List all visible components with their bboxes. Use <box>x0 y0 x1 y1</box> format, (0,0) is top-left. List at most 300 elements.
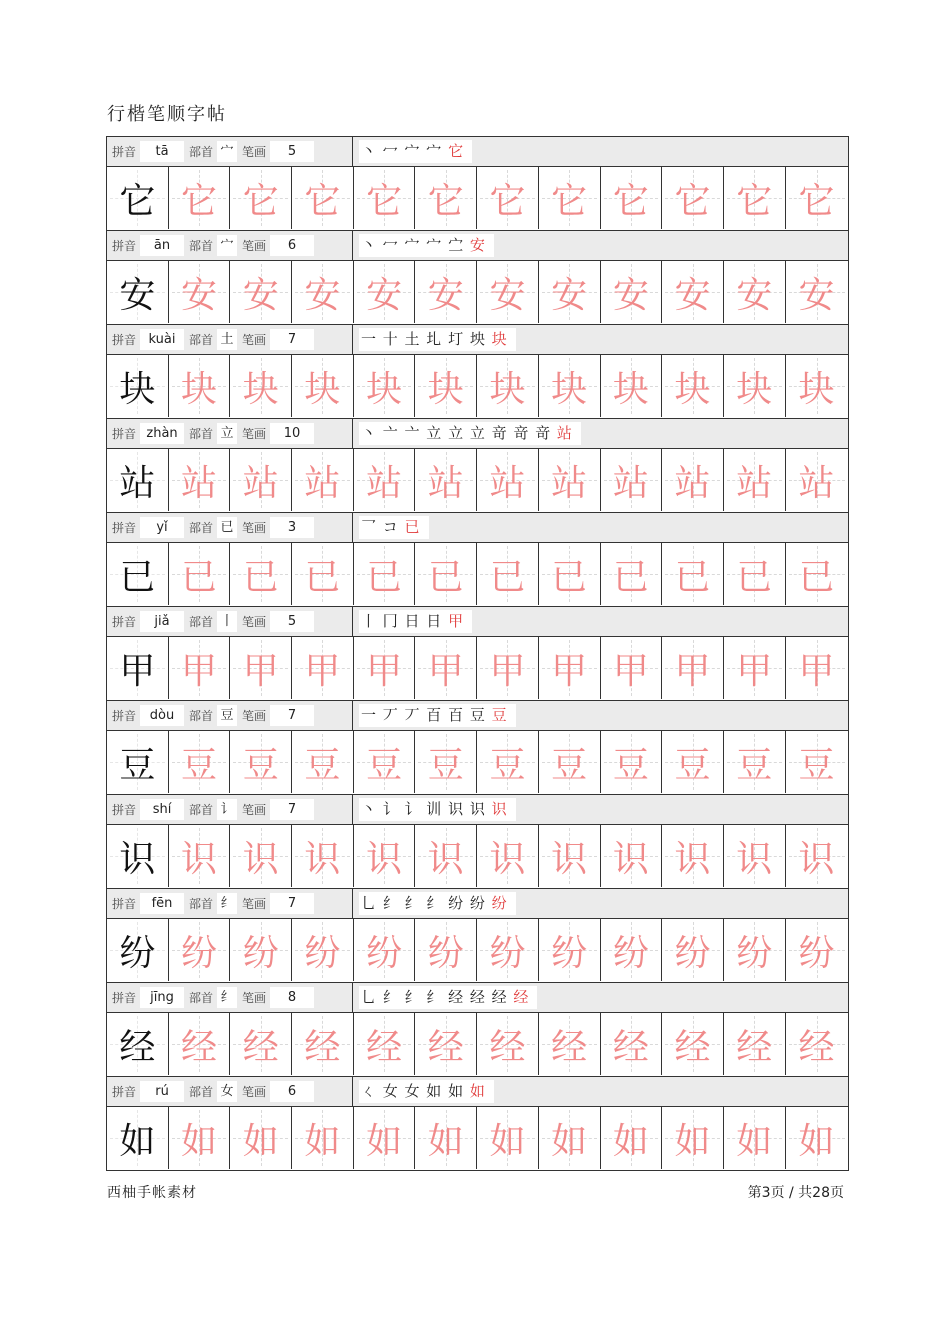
tracing-cell <box>601 637 663 699</box>
tracing-cell <box>292 825 354 887</box>
stroke-order-final: 它 <box>448 142 465 160</box>
character-block <box>107 136 848 230</box>
stroke-count-value: 5 <box>270 141 314 162</box>
stroke-count-value: 8 <box>270 987 314 1008</box>
stroke-order-steps: 一 十 土 圠 圢 坱 <box>361 330 492 348</box>
radical-label: 部首 <box>189 709 214 723</box>
stroke-order-steps: 乚 纟 纟 纟 纷 纷 <box>361 894 492 912</box>
pinyin-value: jiǎ <box>140 611 184 632</box>
stroke-count-value: 10 <box>270 423 314 444</box>
tracing-character: 块 <box>736 368 773 410</box>
radical-value: 土 <box>217 329 237 350</box>
stroke-order-steps: 乚 纟 纟 纟 经 经 经 <box>361 988 514 1006</box>
tracing-cell <box>724 543 786 605</box>
tracing-cell <box>354 1107 416 1169</box>
model-character: 已 <box>119 556 156 598</box>
tracing-character: 识 <box>366 838 403 880</box>
practice-row <box>107 261 848 324</box>
tracing-character: 它 <box>181 180 218 222</box>
tracing-cell <box>169 825 231 887</box>
radical-label: 部首 <box>189 239 214 253</box>
tracing-cell <box>415 637 477 699</box>
tracing-cell <box>539 825 601 887</box>
tracing-character: 甲 <box>798 650 835 692</box>
stroke-count-label: 笔画 <box>242 615 267 629</box>
tracing-cell <box>477 355 539 417</box>
tracing-cell <box>230 449 292 511</box>
footer-source: 西柚手帐素材 <box>107 1185 197 1201</box>
tracing-cell <box>662 449 724 511</box>
tracing-cell <box>169 355 231 417</box>
info-row <box>107 230 848 261</box>
tracing-character: 它 <box>366 180 403 222</box>
tracing-character: 纷 <box>612 932 649 974</box>
stroke-count-value: 7 <box>270 329 314 350</box>
tracing-character: 如 <box>736 1120 773 1162</box>
tracing-cell <box>415 355 477 417</box>
stroke-order-final: 豆 <box>491 706 508 724</box>
model-character-cell <box>107 919 169 981</box>
model-character-cell <box>107 261 169 323</box>
tracing-character: 豆 <box>489 744 526 786</box>
stroke-order-steps: ㄑ 女 女 如 如 <box>361 1082 470 1100</box>
radical-value: 丨 <box>217 611 237 632</box>
radical-value: 宀 <box>217 235 237 256</box>
stroke-order-steps: 丶 冖 宀 宀 㝉 <box>361 236 470 254</box>
model-character-cell <box>107 825 169 887</box>
tracing-cell <box>601 167 663 229</box>
tracing-character: 块 <box>551 368 588 410</box>
stroke-order-sequence <box>359 610 472 633</box>
stroke-count-label: 笔画 <box>242 709 267 723</box>
character-block <box>107 888 848 982</box>
tracing-cell <box>169 637 231 699</box>
tracing-cell <box>292 731 354 793</box>
tracing-cell <box>662 1013 724 1075</box>
model-character-cell <box>107 637 169 699</box>
tracing-cell <box>354 731 416 793</box>
tracing-character: 安 <box>366 274 403 316</box>
tracing-cell <box>601 1013 663 1075</box>
tracing-character: 已 <box>736 556 773 598</box>
tracing-cell <box>169 167 231 229</box>
tracing-character: 豆 <box>736 744 773 786</box>
pinyin-value: jīng <box>140 987 184 1008</box>
info-fields <box>107 795 353 824</box>
tracing-cell <box>539 167 601 229</box>
tracing-cell <box>601 731 663 793</box>
model-character-cell <box>107 543 169 605</box>
tracing-character: 已 <box>674 556 711 598</box>
pinyin-label: 拼音 <box>112 897 137 911</box>
practice-row <box>107 919 848 982</box>
tracing-cell <box>786 355 848 417</box>
practice-sheet <box>106 136 849 1171</box>
tracing-character: 已 <box>181 556 218 598</box>
radical-value: 立 <box>217 423 237 444</box>
tracing-cell <box>786 637 848 699</box>
practice-row <box>107 543 848 606</box>
stroke-order-steps: 丶 讠 讠 训 识 识 <box>361 800 492 818</box>
tracing-cell <box>169 449 231 511</box>
tracing-character: 甲 <box>181 650 218 692</box>
tracing-cell <box>539 355 601 417</box>
tracing-character: 豆 <box>242 744 279 786</box>
radical-value: 已 <box>217 517 237 538</box>
tracing-cell <box>415 919 477 981</box>
tracing-cell <box>786 167 848 229</box>
tracing-cell <box>539 543 601 605</box>
tracing-cell <box>539 1107 601 1169</box>
info-fields <box>107 325 353 354</box>
stroke-order-final: 如 <box>469 1082 486 1100</box>
tracing-character: 如 <box>551 1120 588 1162</box>
tracing-cell <box>354 1013 416 1075</box>
tracing-character: 纷 <box>551 932 588 974</box>
tracing-cell <box>662 167 724 229</box>
radical-label: 部首 <box>189 991 214 1005</box>
stroke-order-steps: 丶 亠 亠 立 立 立 竒 竒 竒 <box>361 424 557 442</box>
tracing-character: 安 <box>181 274 218 316</box>
tracing-cell <box>415 1013 477 1075</box>
tracing-character: 它 <box>304 180 341 222</box>
character-block <box>107 1076 848 1170</box>
pinyin-value: ān <box>140 235 184 256</box>
tracing-cell <box>354 167 416 229</box>
radical-label: 部首 <box>189 1085 214 1099</box>
tracing-character: 甲 <box>366 650 403 692</box>
pinyin-value: fēn <box>140 893 184 914</box>
stroke-count-label: 笔画 <box>242 803 267 817</box>
stroke-order-steps: 丶 冖 宀 宀 <box>361 142 449 160</box>
tracing-cell <box>601 1107 663 1169</box>
pinyin-value: zhàn <box>140 423 184 444</box>
info-row <box>107 606 848 637</box>
pinyin-value: tā <box>140 141 184 162</box>
pinyin-value: shí <box>140 799 184 820</box>
model-character: 纷 <box>119 932 156 974</box>
character-block <box>107 606 848 700</box>
tracing-character: 纷 <box>427 932 464 974</box>
practice-row <box>107 731 848 794</box>
radical-value: 宀 <box>217 141 237 162</box>
model-character-cell <box>107 731 169 793</box>
stroke-order-final: 经 <box>513 988 530 1006</box>
tracing-character: 甲 <box>736 650 773 692</box>
tracing-character: 如 <box>366 1120 403 1162</box>
stroke-order-sequence <box>359 892 516 915</box>
tracing-cell <box>786 261 848 323</box>
tracing-cell <box>292 167 354 229</box>
character-block <box>107 230 848 324</box>
pinyin-label: 拼音 <box>112 239 137 253</box>
tracing-cell <box>724 355 786 417</box>
tracing-cell <box>230 543 292 605</box>
tracing-character: 如 <box>242 1120 279 1162</box>
model-character: 安 <box>119 274 156 316</box>
tracing-cell <box>477 449 539 511</box>
tracing-character: 经 <box>736 1026 773 1068</box>
stroke-count-value: 7 <box>270 799 314 820</box>
tracing-cell <box>230 825 292 887</box>
tracing-cell <box>169 731 231 793</box>
pinyin-label: 拼音 <box>112 1085 137 1099</box>
info-row <box>107 136 848 167</box>
pinyin-label: 拼音 <box>112 803 137 817</box>
info-fields <box>107 1077 353 1106</box>
model-character: 块 <box>119 368 156 410</box>
pinyin-value: rú <box>140 1081 184 1102</box>
stroke-order-area <box>353 889 848 918</box>
tracing-character: 如 <box>674 1120 711 1162</box>
tracing-cell <box>292 1107 354 1169</box>
tracing-character: 块 <box>489 368 526 410</box>
footer-page-number: 第3页 / 共28页 <box>747 1185 844 1201</box>
tracing-character: 块 <box>366 368 403 410</box>
tracing-cell <box>477 825 539 887</box>
tracing-character: 甲 <box>427 650 464 692</box>
tracing-cell <box>601 919 663 981</box>
tracing-character: 站 <box>551 462 588 504</box>
info-row <box>107 324 848 355</box>
tracing-character: 站 <box>674 462 711 504</box>
stroke-count-value: 6 <box>270 1081 314 1102</box>
practice-row <box>107 1107 848 1170</box>
stroke-order-steps: 丨 冂 日 日 <box>361 612 449 630</box>
tracing-character: 识 <box>551 838 588 880</box>
tracing-character: 纷 <box>181 932 218 974</box>
model-character: 它 <box>119 180 156 222</box>
tracing-cell <box>292 543 354 605</box>
model-character: 豆 <box>119 744 156 786</box>
tracing-character: 豆 <box>427 744 464 786</box>
tracing-cell <box>292 449 354 511</box>
tracing-character: 安 <box>736 274 773 316</box>
tracing-cell <box>786 449 848 511</box>
tracing-character: 如 <box>304 1120 341 1162</box>
pinyin-label: 拼音 <box>112 991 137 1005</box>
stroke-order-steps: 乛 コ <box>361 518 405 536</box>
character-block <box>107 324 848 418</box>
model-character: 甲 <box>119 650 156 692</box>
tracing-character: 经 <box>674 1026 711 1068</box>
tracing-cell <box>415 167 477 229</box>
tracing-cell <box>292 261 354 323</box>
tracing-character: 已 <box>612 556 649 598</box>
pinyin-value: kuài <box>140 329 184 350</box>
tracing-character: 已 <box>551 556 588 598</box>
tracing-cell <box>662 355 724 417</box>
info-fields <box>107 231 353 260</box>
tracing-cell <box>662 261 724 323</box>
tracing-cell <box>354 543 416 605</box>
info-fields <box>107 983 353 1012</box>
stroke-order-area <box>353 795 848 824</box>
tracing-character: 已 <box>366 556 403 598</box>
tracing-character: 如 <box>489 1120 526 1162</box>
tracing-character: 纷 <box>674 932 711 974</box>
stroke-order-sequence <box>359 328 516 351</box>
tracing-cell <box>169 543 231 605</box>
tracing-character: 识 <box>427 838 464 880</box>
tracing-character: 站 <box>242 462 279 504</box>
radical-label: 部首 <box>189 897 214 911</box>
info-fields <box>107 513 353 542</box>
tracing-character: 块 <box>427 368 464 410</box>
tracing-character: 经 <box>489 1026 526 1068</box>
tracing-character: 安 <box>304 274 341 316</box>
stroke-order-final: 安 <box>469 236 486 254</box>
tracing-character: 如 <box>181 1120 218 1162</box>
tracing-cell <box>539 919 601 981</box>
radical-label: 部首 <box>189 145 214 159</box>
tracing-character: 它 <box>489 180 526 222</box>
tracing-cell <box>230 261 292 323</box>
tracing-character: 识 <box>674 838 711 880</box>
tracing-cell <box>477 637 539 699</box>
tracing-cell <box>539 449 601 511</box>
tracing-character: 站 <box>736 462 773 504</box>
tracing-character: 经 <box>304 1026 341 1068</box>
practice-row <box>107 1013 848 1076</box>
tracing-character: 块 <box>798 368 835 410</box>
tracing-character: 站 <box>366 462 403 504</box>
tracing-character: 块 <box>181 368 218 410</box>
radical-label: 部首 <box>189 333 214 347</box>
tracing-character: 安 <box>489 274 526 316</box>
tracing-cell <box>662 731 724 793</box>
tracing-cell <box>354 919 416 981</box>
tracing-cell <box>477 261 539 323</box>
tracing-cell <box>415 825 477 887</box>
info-fields <box>107 607 353 636</box>
stroke-order-sequence <box>359 1080 494 1103</box>
tracing-character: 经 <box>612 1026 649 1068</box>
model-character-cell <box>107 167 169 229</box>
info-row <box>107 794 848 825</box>
model-character: 识 <box>119 838 156 880</box>
character-block <box>107 982 848 1076</box>
tracing-cell <box>539 1013 601 1075</box>
tracing-cell <box>477 1107 539 1169</box>
tracing-character: 安 <box>674 274 711 316</box>
tracing-character: 块 <box>612 368 649 410</box>
pinyin-label: 拼音 <box>112 333 137 347</box>
tracing-character: 识 <box>612 838 649 880</box>
tracing-cell <box>662 543 724 605</box>
stroke-count-value: 5 <box>270 611 314 632</box>
stroke-order-area <box>353 701 848 730</box>
stroke-order-area <box>353 1077 848 1106</box>
info-row <box>107 888 848 919</box>
tracing-cell <box>415 261 477 323</box>
stroke-order-sequence <box>359 986 537 1009</box>
info-fields <box>107 889 353 918</box>
tracing-character: 它 <box>612 180 649 222</box>
stroke-order-final: 甲 <box>448 612 465 630</box>
tracing-character: 安 <box>551 274 588 316</box>
tracing-cell <box>786 919 848 981</box>
radical-label: 部首 <box>189 803 214 817</box>
tracing-character: 纷 <box>304 932 341 974</box>
stroke-order-area <box>353 607 848 636</box>
stroke-order-final: 已 <box>404 518 421 536</box>
tracing-character: 安 <box>798 274 835 316</box>
stroke-count-label: 笔画 <box>242 427 267 441</box>
tracing-cell <box>477 919 539 981</box>
info-fields <box>107 137 353 166</box>
radical-value: 纟 <box>217 987 237 1008</box>
tracing-cell <box>786 731 848 793</box>
tracing-cell <box>724 261 786 323</box>
character-block <box>107 512 848 606</box>
stroke-order-sequence <box>359 704 516 727</box>
tracing-cell <box>230 919 292 981</box>
stroke-order-final: 块 <box>491 330 508 348</box>
tracing-cell <box>169 1107 231 1169</box>
tracing-cell <box>539 731 601 793</box>
tracing-cell <box>169 919 231 981</box>
stroke-order-sequence <box>359 516 429 539</box>
tracing-character: 经 <box>366 1026 403 1068</box>
tracing-cell <box>415 1107 477 1169</box>
tracing-character: 站 <box>612 462 649 504</box>
tracing-cell <box>786 1107 848 1169</box>
tracing-character: 识 <box>798 838 835 880</box>
tracing-character: 甲 <box>242 650 279 692</box>
tracing-character: 识 <box>736 838 773 880</box>
info-row <box>107 1076 848 1107</box>
tracing-character: 站 <box>798 462 835 504</box>
info-row <box>107 512 848 543</box>
tracing-character: 已 <box>489 556 526 598</box>
practice-row <box>107 637 848 700</box>
page-title: 行楷笔顺字帖 <box>107 104 227 125</box>
tracing-character: 它 <box>736 180 773 222</box>
tracing-character: 甲 <box>304 650 341 692</box>
stroke-order-final: 识 <box>491 800 508 818</box>
tracing-character: 块 <box>242 368 279 410</box>
tracing-cell <box>477 1013 539 1075</box>
tracing-character: 站 <box>489 462 526 504</box>
model-character: 经 <box>119 1026 156 1068</box>
stroke-count-label: 笔画 <box>242 145 267 159</box>
tracing-cell <box>169 1013 231 1075</box>
stroke-order-sequence <box>359 422 581 445</box>
model-character-cell <box>107 355 169 417</box>
character-block <box>107 700 848 794</box>
stroke-order-sequence <box>359 140 472 163</box>
stroke-count-label: 笔画 <box>242 239 267 253</box>
stroke-order-sequence <box>359 798 516 821</box>
pinyin-label: 拼音 <box>112 521 137 535</box>
stroke-count-value: 7 <box>270 893 314 914</box>
tracing-cell <box>786 825 848 887</box>
pinyin-label: 拼音 <box>112 145 137 159</box>
practice-row <box>107 825 848 888</box>
tracing-character: 已 <box>798 556 835 598</box>
tracing-cell <box>477 543 539 605</box>
tracing-cell <box>415 543 477 605</box>
tracing-cell <box>292 1013 354 1075</box>
model-character-cell <box>107 449 169 511</box>
tracing-cell <box>477 167 539 229</box>
tracing-cell <box>786 543 848 605</box>
tracing-cell <box>786 1013 848 1075</box>
stroke-order-final: 站 <box>556 424 573 442</box>
tracing-character: 块 <box>304 368 341 410</box>
tracing-cell <box>601 355 663 417</box>
